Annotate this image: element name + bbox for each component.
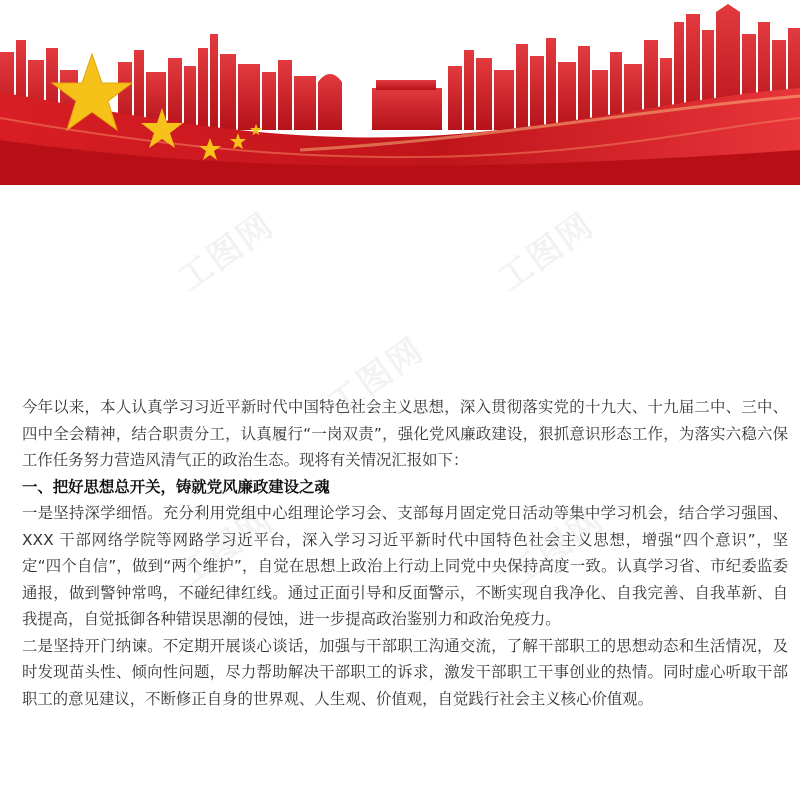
document-body: [22, 394, 788, 712]
red-skyline-banner: [0, 0, 800, 185]
intro-paragraph: 今年以来，本人认真学习习近平新时代中国特色社会主义思想，深入贯彻落实党的十九大、十九届二中、三中、四中全会精神，结合职责分工，认真履行“一岗双责”，强化党风廉政建设，狠抓意识形态工作，为落实六稳六保工作任务努力营造风清气正的政治生态。现将有关情况汇报如下：: [22, 398, 788, 469]
watermark: 工图网: [170, 205, 282, 300]
watermark: 工图网: [170, 500, 282, 595]
watermark: 工图网: [490, 205, 602, 300]
watermark: 工图网: [500, 500, 612, 595]
watermark: 工图网: [320, 330, 432, 425]
section-heading: 一、把好思想总开关，铸就党风廉政建设之魂: [22, 477, 330, 496]
body-paragraph: 二是坚持开门纳谏。不定期开展谈心谈话，加强与干部职工沟通交流，了解干部职工的思想动态和生活情况，及时发现苗头性、倾向性问题，尽力帮助解决干部职工的诉求，激发干部职工干事创业的热情。同时虚心听取干部职工的意见建议，不断修正自身的世界观、人生观、价值观，自觉践行社会主义核心价值观。: [22, 636, 788, 708]
body-paragraph: 一是坚持深学细悟。充分利用党组中心组理论学习会、支部每月固定党日活动等集中学习机会，结合学习强国、XXX 干部网络学院等网路学习近平台，深入学习习近平新时代中国特色社会主义思想，增强“四个意识”，坚定“四个自信”，做到“两个维护”，自觉在思想上政治上行动上同党中央保持高度一致。认真学习省、市纪委监委通报，做到警钟常鸣，不碰纪律红线。通过正面引导和反面警示，不断实现自我净化、自我完善、自我革新、自我提高，自觉抵御各种错误思潮的侵蚀，进一步提高政治鉴别力和政治免疫力。: [22, 504, 788, 628]
